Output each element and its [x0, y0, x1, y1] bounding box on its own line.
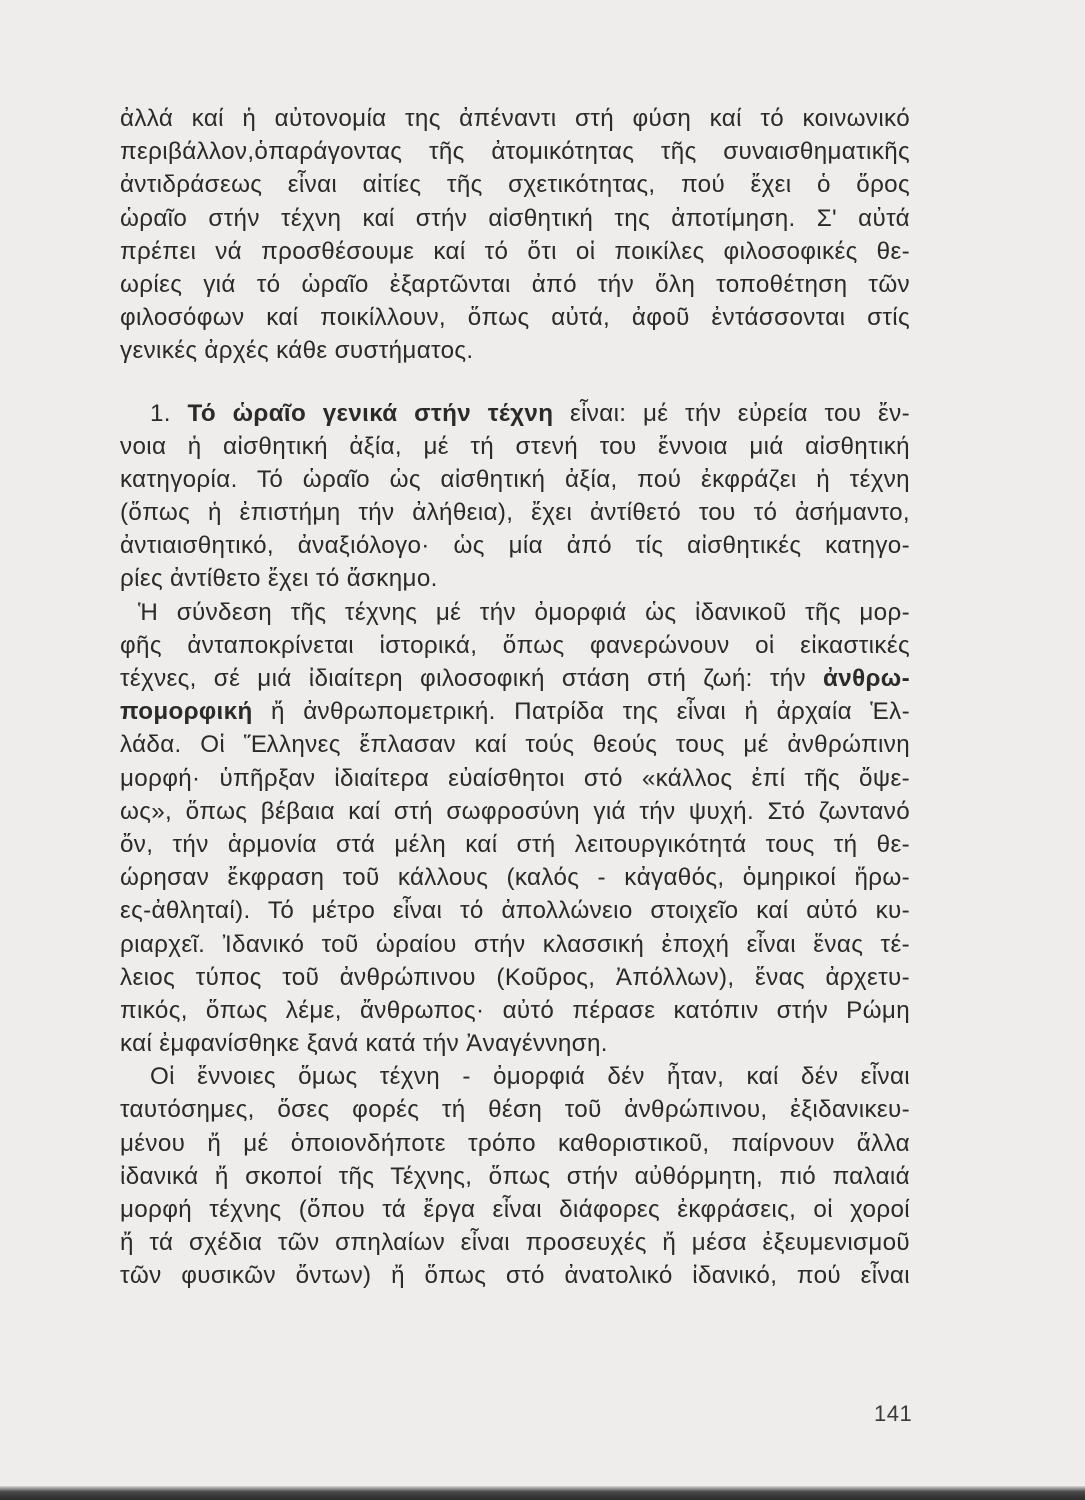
paragraph	[120, 397, 910, 596]
text-line: γενικές ἀρχές κάθε συστήματος.	[120, 337, 474, 365]
bold-term: ἀνθρω-	[823, 665, 910, 692]
paragraph	[120, 596, 910, 1061]
text-fragment: Οἱ ἔννοιες ὅμως τέχνη - ὀμορφιά δέν ἦταν, καί δέν εἶναι	[150, 1063, 910, 1091]
text-line: ως», ὅπως βέβαια καί στή σωφροσύνη γιά τήν ψυχή. Στό ζωντανό	[120, 797, 910, 825]
item-number: 1.	[150, 399, 171, 427]
text-fragment: τέχνες, σέ μιά ἰδιαίτερη φιλοσοφική στάση στή ζωή: τήν	[120, 665, 824, 692]
bold-term: Τό ὡραῖο γενικά στήν τέχνη	[187, 399, 554, 427]
bold-term: πομορφική	[120, 698, 253, 726]
text-line	[120, 1060, 910, 1093]
text-line: ὡραῖο στήν τέχνη καί στήν αἰσθητική της ἀποτίμηση. Σ' αὐτά	[120, 204, 910, 232]
text-line: ριαρχεῖ. Ἰδανικό τοῦ ὡραίου στήν κλασσική ἐποχή εἶναι ἕνας τέ-	[120, 930, 910, 958]
text-line	[120, 662, 910, 695]
text-line: μορφή τέχνης (ὅπου τά ἔργα εἶναι διάφορες ἐκφράσεις, οἱ χοροί	[120, 1196, 910, 1223]
text-line: λάδα. Οἱ Ἕλληνες ἔπλασαν καί τούς θεούς τους μέ ἀνθρώπινη	[120, 731, 910, 759]
text-line: πρέπει νά προσθέσουμε καί τό ὅτι οἱ ποικίλες φιλοσοφικές θε-	[120, 237, 910, 265]
text-line: ώρησαν ἔκφραση τοῦ κάλλους (καλός - κἀγαθός, ὁμηρικοί ἥρω-	[120, 864, 910, 892]
text-line: (ὅπως ἡ ἐπιστήμη τήν ἀλήθεια), ἔχει ἀντίθετό του τό ἀσήμαντο,	[120, 499, 910, 527]
text-line: μένου ἤ μέ ὁποιονδήποτε τρόπο καθοριστικοῦ, παίρνουν ἄλλα	[120, 1129, 910, 1157]
text-line: ἀντιδράσεως εἶναι αἰτίες τῆς σχετικότητας, πού ἔχει ὁ ὅρος	[120, 171, 910, 199]
text-line: ἀλλά καί ἡ αὐτονομία της ἀπέναντι στή φύση καί τό κοινωνικό	[120, 105, 910, 132]
page-bottom-edge	[0, 1486, 1085, 1500]
text-line: καί ἐμφανίσθηκε ξανά κατά τήν Ἀναγέννηση.	[120, 1030, 608, 1058]
text-line	[120, 596, 910, 629]
text-line: τῶν φυσικῶν ὄντων) ἤ ὅπως στό ἀνατολικό ἰδανικό, πού εἶναι	[120, 1262, 910, 1290]
text-fragment: εἶναι: μέ τήν εὐρεία του ἔν-	[553, 399, 910, 427]
text-line	[120, 695, 910, 728]
text-line: ρίες ἀντίθετο ἔχει τό ἄσκημο.	[120, 565, 438, 593]
paragraph	[120, 102, 910, 368]
text-line: φῆς ἀνταποκρίνεται ἱστορικά, ὅπως φανερώνουν οἱ εἰκαστικές	[120, 631, 910, 659]
text-line: ταυτόσημες, ὅσες φορές τή θέση τοῦ ἀνθρώπινου, ἐξιδανικευ-	[120, 1096, 910, 1124]
text-line: φιλοσόφων καί ποικίλλουν, ὅπως αὐτά, ἀφοῦ ἐντάσσονται στίς	[120, 304, 910, 332]
text-line: ἤ τά σχέδια τῶν σπηλαίων εἶναι προσευχές ἤ μέσα ἐξευμενισμοῦ	[120, 1229, 910, 1257]
text-line: ἀντιαισθητικό, ἀναξιόλογο· ὡς μία ἀπό τίς αἰσθητικές κατηγο-	[120, 532, 910, 560]
page-number: 141	[874, 1401, 913, 1426]
text-line	[120, 397, 910, 430]
text-fragment: ἤ ἀνθρωπομετρική. Πατρίδα της εἶναι ἡ ἀρχαία Ἑλ-	[252, 698, 910, 726]
paragraph-gap	[120, 368, 910, 397]
text-line: νοια ἡ αἰσθητική ἀξία, μέ τή στενή του ἔννοια μιά αἰσθητική	[120, 432, 910, 460]
text-line: ὄν, τήν ἁρμονία στά μέλη καί στή λειτουργικότητά τους τή θε-	[120, 830, 910, 858]
text-line: περιβάλλον,ὁπαράγοντας τῆς ἀτομικότητας τῆς συναισθηματικῆς	[120, 138, 910, 166]
text-line: πικός, ὅπως λέμε, ἄνθρωπος· αὐτό πέρασε κατόπιν στήν Ρώμη	[120, 996, 910, 1024]
text-line: κατηγορία. Τό ὡραῖο ὡς αἰσθητική ἀξία, πού ἐκφράζει ἡ τέχνη	[120, 465, 910, 493]
text-line: ες-ἀθληταί). Τό μέτρο εἶναι τό ἀπολλώνειο στοιχεῖο καί αὐτό κυ-	[120, 897, 910, 925]
text-line: μορφή· ὑπῆρξαν ἰδιαίτερα εὐαίσθητοι στό «κάλλος ἐπί τῆς ὄψε-	[120, 764, 910, 792]
text-fragment: Ἡ σύνδεση τῆς τέχνης μέ τήν ὀμορφιά ὡς ἰδανικοῦ τῆς μορ-	[138, 598, 910, 626]
text-line: ωρίες γιά τό ὡραῖο ἐξαρτῶνται ἀπό τήν ὅλη τοποθέτηση τῶν	[120, 270, 910, 298]
text-line: ἰδανικά ἤ σκοποί τῆς Τέχνης, ὅπως στήν αὐθόρμητη, πιό παλαιά	[120, 1162, 910, 1190]
text-line: λειος τύπος τοῦ ἀνθρώπινου (Κοῦρος, Ἀπόλλων), ἕνας ἀρχετυ-	[120, 963, 910, 991]
body-text	[120, 102, 910, 1293]
paragraph	[120, 1060, 910, 1292]
